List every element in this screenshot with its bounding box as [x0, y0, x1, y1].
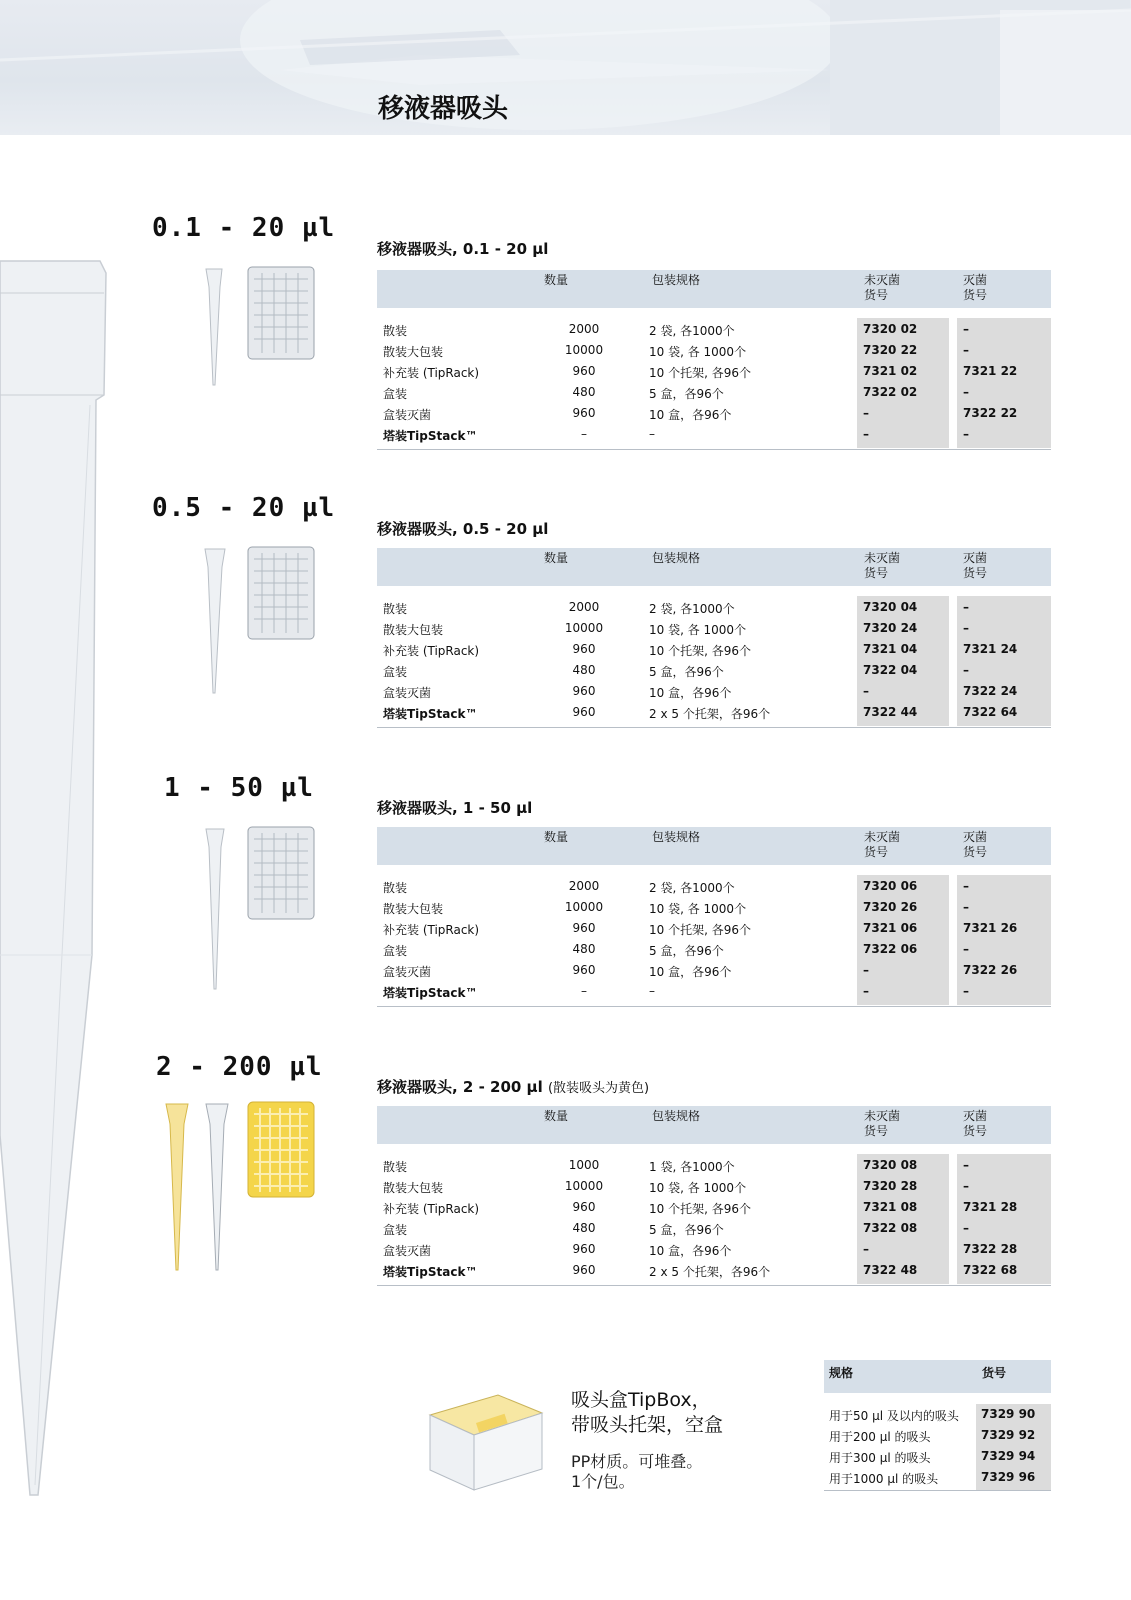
table-title [377, 518, 548, 539]
range-label: 0.1 - 20 µl [152, 213, 336, 243]
table-row: 用于50 µl 及以内的吸头 7329 90 [829, 1407, 1036, 1423]
table-row: 塔装TipStack™ – – – – [383, 984, 969, 1000]
table-row: 用于300 µl 的吸头 7329 94 [829, 1449, 1036, 1465]
product-table [377, 875, 1051, 1007]
header-nonsterile [864, 551, 900, 581]
tipbox-title-line2: 带吸头托架，空盒 [571, 1414, 724, 1436]
page-title: 移液器吸头 [378, 94, 509, 124]
header-sterile-2: 货号 [963, 566, 988, 580]
product-table [377, 318, 1051, 450]
table-row: 散装 2000 2 袋, 各1000个 7320 06 – [383, 879, 969, 895]
header-qty: 数量 [544, 551, 569, 565]
table-row: 盒装 480 5 盒，各96个 7322 06 – [383, 942, 969, 958]
table-row: 用于1000 µl 的吸头 7329 96 [829, 1470, 1036, 1486]
table-row: 盒装 480 5 盒，各96个 7322 02 – [383, 385, 969, 401]
header-sterile-2: 货号 [963, 288, 988, 302]
tip-and-rack-image [200, 265, 320, 390]
header-sterile-1: 灭菌 [963, 551, 988, 565]
table-row: 用于200 µl 的吸头 7329 92 [829, 1428, 1036, 1444]
table-row: 盒装灭菌 960 10 盒，各96个 – 7322 26 [383, 963, 1018, 979]
tipbox-description [571, 1452, 702, 1492]
table-title-text: 移液器吸头, 0.5 - 20 µl [377, 520, 549, 538]
range-label: 2 - 200 µl [156, 1052, 323, 1082]
header-sterile [963, 273, 987, 303]
tipbox-desc-line1: PP材质。可堆叠。 [571, 1452, 703, 1471]
header-qty: 数量 [544, 1109, 569, 1123]
tipbox-desc-line2: 1个/包。 [571, 1472, 635, 1491]
table-row: 散装大包装 10000 10 袋, 各 1000个 7320 26 – [383, 900, 969, 916]
header-pack: 包装规格 [652, 830, 701, 844]
header-qty: 数量 [544, 273, 569, 287]
header-spec: 规格 [829, 1366, 854, 1380]
table-row: 散装 2000 2 袋, 各1000个 7320 04 – [383, 600, 969, 616]
tip-and-rack-image [160, 1100, 320, 1275]
table-header [377, 827, 1051, 865]
table-row: 盒装灭菌 960 10 盒，各96个 – 7322 28 [383, 1242, 1018, 1258]
header-nonsterile-1: 未灭菌 [864, 273, 901, 287]
tip-and-rack-image [200, 825, 320, 995]
table-title-text: 移液器吸头, 0.1 - 20 µl [377, 240, 549, 258]
table-row: 盒装 480 5 盒，各96个 7322 08 – [383, 1221, 969, 1237]
header-nonsterile-1: 未灭菌 [864, 551, 901, 565]
tipbox-title-line1: 吸头盒TipBox， [571, 1389, 711, 1411]
header-nonsterile-2: 货号 [864, 845, 889, 859]
header-pack: 包装规格 [652, 273, 701, 287]
header-sterile-1: 灭菌 [963, 830, 988, 844]
table-row: 散装大包装 10000 10 袋, 各 1000个 7320 22 – [383, 343, 969, 359]
header-sterile [963, 551, 987, 581]
range-label: 0.5 - 20 µl [152, 493, 336, 523]
range-label: 1 - 50 µl [164, 773, 314, 803]
table-row: 盒装 480 5 盒，各96个 7322 04 – [383, 663, 969, 679]
product-table [377, 596, 1051, 728]
header-banner [0, 0, 1131, 135]
header-nonsterile-2: 货号 [864, 288, 889, 302]
tipbox-title [571, 1388, 723, 1438]
large-pipette-tip-image [0, 255, 110, 1505]
header-sterile-2: 货号 [963, 1124, 988, 1138]
header-sterile-1: 灭菌 [963, 273, 988, 287]
header-nonsterile [864, 1109, 900, 1139]
table-row: 塔装TipStack™ – – – – [383, 427, 969, 443]
table-title [377, 797, 532, 818]
table-header [377, 548, 1051, 586]
header-nonsterile [864, 273, 900, 303]
header-sterile [963, 830, 987, 860]
header-sterile [963, 1109, 987, 1139]
tipbox-table [824, 1404, 1051, 1490]
header-code: 货号 [982, 1366, 1007, 1380]
product-table [377, 1154, 1051, 1286]
header-qty: 数量 [544, 830, 569, 844]
table-title-text: 移液器吸头, 1 - 50 µl [377, 799, 533, 817]
header-nonsterile [864, 830, 900, 860]
table-row: 补充装 (TipRack) 960 10 个托架, 各96个 7321 02 7321 22 [383, 364, 1018, 380]
header-nonsterile-2: 货号 [864, 566, 889, 580]
header-nonsterile-1: 未灭菌 [864, 830, 901, 844]
header-sterile-2: 货号 [963, 845, 988, 859]
header-nonsterile-2: 货号 [864, 1124, 889, 1138]
table-note: (散装吸头为黄色) [547, 1081, 650, 1096]
table-row: 散装大包装 10000 10 袋, 各 1000个 7320 28 – [383, 1179, 969, 1195]
header-nonsterile-1: 未灭菌 [864, 1109, 901, 1123]
table-row: 补充装 (TipRack) 960 10 个托架, 各96个 7321 04 7321 24 [383, 642, 1018, 658]
table-row: 塔装TipStack™ 960 2 x 5 个托架，各96个 7322 48 7322 68 [383, 1263, 1018, 1279]
header-sterile-1: 灭菌 [963, 1109, 988, 1123]
table-header [377, 1106, 1051, 1144]
table-title [377, 238, 548, 259]
table-row: 塔装TipStack™ 960 2 x 5 个托架，各96个 7322 44 7322 64 [383, 705, 1018, 721]
table-row: 补充装 (TipRack) 960 10 个托架, 各96个 7321 06 7321 26 [383, 921, 1018, 937]
table-row: 补充装 (TipRack) 960 10 个托架, 各96个 7321 08 7321 28 [383, 1200, 1018, 1216]
table-title [377, 1076, 649, 1097]
header-pack: 包装规格 [652, 1109, 701, 1123]
table-title-text: 移液器吸头, 2 - 200 µl [377, 1078, 543, 1096]
table-header [377, 270, 1051, 308]
table-row: 盒装灭菌 960 10 盒，各96个 – 7322 24 [383, 684, 1018, 700]
banner-photo [0, 0, 1131, 135]
table-row: 散装大包装 10000 10 袋, 各 1000个 7320 24 – [383, 621, 969, 637]
header-pack: 包装规格 [652, 551, 701, 565]
tipbox-image [418, 1385, 548, 1495]
table-row: 散装 2000 2 袋, 各1000个 7320 02 – [383, 322, 969, 338]
table-row: 盒装灭菌 960 10 盒，各96个 – 7322 22 [383, 406, 1018, 422]
tip-and-rack-image [200, 545, 320, 700]
tipbox-table-header [824, 1360, 1051, 1393]
table-row: 散装 1000 1 袋, 各1000个 7320 08 – [383, 1158, 969, 1174]
